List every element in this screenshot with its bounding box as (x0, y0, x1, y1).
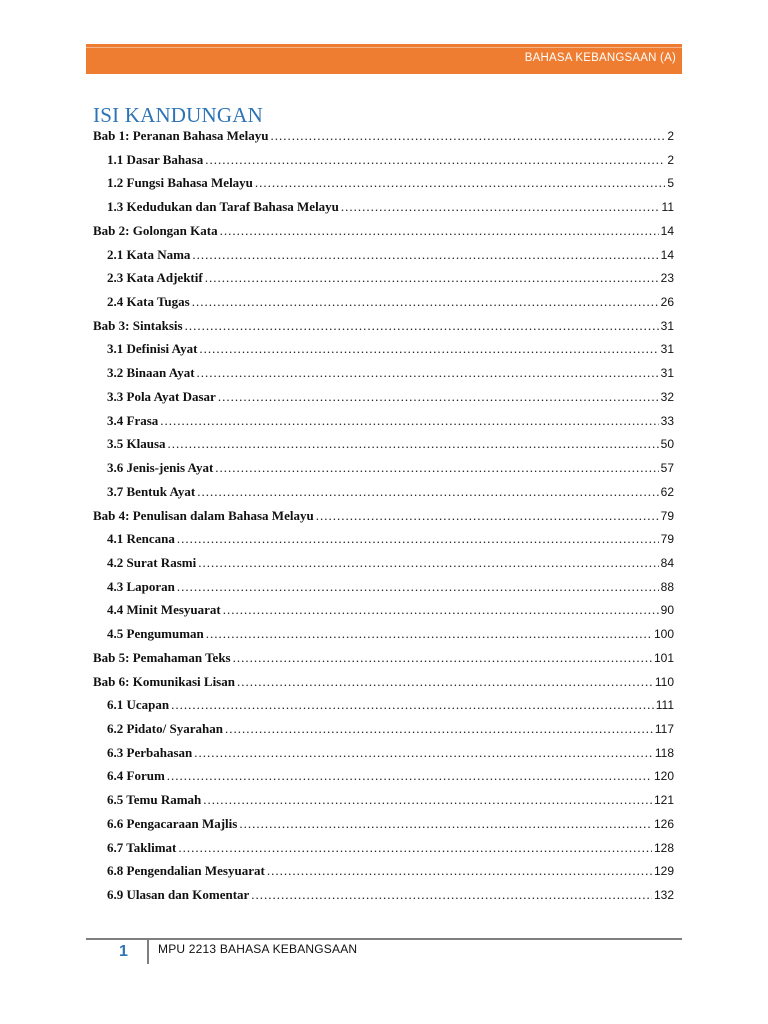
toc-section-entry[interactable] (107, 460, 674, 480)
footer-page-number: 1 (119, 943, 128, 960)
toc-entry-page: 126 (653, 816, 674, 831)
toc-entry-page: 90 (660, 603, 674, 618)
toc-section-entry[interactable] (107, 270, 674, 290)
toc-section-entry[interactable] (107, 697, 674, 717)
toc-entry-label: 1.2 Fungsi Bahasa Melayu (107, 175, 253, 191)
toc-entry-label: 4.1 Rencana (107, 531, 175, 547)
toc-section-entry[interactable] (107, 152, 674, 172)
toc-entry-page: 110 (654, 674, 674, 689)
toc-dot-leader (194, 745, 653, 761)
toc-section-entry[interactable] (107, 602, 674, 622)
toc-entry-label: Bab 4: Penulisan dalam Bahasa Melayu (93, 507, 314, 523)
toc-section-entry[interactable] (107, 175, 674, 195)
toc-chapter-entry[interactable] (93, 650, 674, 670)
toc-section-entry[interactable] (107, 887, 674, 907)
toc-entry-label: 3.2 Binaan Ayat (107, 365, 195, 381)
toc-dot-leader (215, 460, 658, 476)
toc-entry-page: 100 (653, 627, 674, 642)
toc-entry-label: 6.3 Perbahasan (107, 744, 193, 760)
toc-dot-leader (167, 768, 652, 784)
footer-divider (147, 940, 149, 964)
toc-entry-page: 14 (660, 247, 674, 262)
toc-dot-leader (160, 413, 658, 429)
toc-entry-label: 6.5 Temu Ramah (107, 792, 202, 808)
toc-entry-page: 11 (661, 200, 674, 215)
toc-entry-label: 3.4 Frasa (107, 412, 159, 428)
header-title: BAHASA KEBANGSAAN (A) (524, 52, 676, 64)
toc-entry-label: 4.2 Surat Rasmi (107, 554, 197, 570)
toc-section-entry[interactable] (107, 768, 674, 788)
toc-section-entry[interactable] (107, 863, 674, 883)
toc-chapter-entry[interactable] (93, 318, 674, 338)
toc-dot-leader (239, 816, 652, 832)
page-header-bar (86, 44, 682, 74)
toc-section-entry[interactable] (107, 792, 674, 812)
toc-entry-label: 4.4 Minit Mesyuarat (107, 602, 221, 618)
toc-entry-label: 6.8 Pengendalian Mesyuarat (107, 863, 265, 879)
footer-rule (86, 938, 682, 940)
toc-entry-page: 50 (660, 437, 674, 452)
toc-entry-page: 14 (660, 223, 674, 238)
toc-section-entry[interactable] (107, 294, 674, 314)
toc-dot-leader (205, 270, 659, 286)
toc-entry-page: 101 (653, 650, 674, 665)
toc-entry-page: 31 (660, 342, 674, 357)
toc-entry-page: 118 (654, 745, 674, 760)
toc-entry-page: 31 (660, 366, 674, 381)
toc-entry-label: 3.1 Definisi Ayat (107, 341, 198, 357)
toc-section-entry[interactable] (107, 721, 674, 741)
toc-dot-leader (218, 389, 659, 405)
toc-dot-leader (271, 128, 666, 144)
toc-entry-label: 2.3 Kata Adjektif (107, 270, 203, 286)
toc-entry-label: 6.6 Pengacaraan Majlis (107, 815, 238, 831)
toc-entry-page: 111 (655, 698, 674, 713)
toc-dot-leader (251, 887, 652, 903)
toc-section-entry[interactable] (107, 365, 674, 385)
toc-entry-label: Bab 5: Pemahaman Teks (93, 649, 231, 665)
toc-entry-label: 6.1 Ucapan (107, 697, 170, 713)
toc-dot-leader (168, 436, 659, 452)
toc-entry-page: 120 (653, 769, 674, 784)
header-stripe (86, 47, 682, 48)
toc-dot-leader (198, 555, 658, 571)
toc-dot-leader (225, 721, 653, 737)
toc-entry-page: 23 (660, 271, 674, 286)
toc-entry-page: 5 (667, 176, 674, 191)
toc-chapter-entry[interactable] (93, 674, 674, 694)
toc-entry-page: 117 (654, 722, 674, 736)
toc-entry-page: 62 (660, 484, 674, 499)
toc-entry-page: 31 (660, 318, 674, 333)
toc-dot-leader (192, 294, 659, 310)
toc-section-entry[interactable] (107, 745, 674, 765)
toc-entry-page: 84 (660, 555, 674, 570)
toc-dot-leader (220, 223, 659, 239)
toc-dot-leader (197, 484, 658, 500)
toc-entry-page: 128 (653, 840, 674, 855)
toc-section-entry[interactable] (107, 840, 674, 860)
toc-entry-page: 57 (660, 461, 674, 476)
toc-dot-leader (223, 602, 659, 618)
toc-entry-label: 6.2 Pidato/ Syarahan (107, 721, 223, 736)
toc-dot-leader (203, 792, 652, 808)
toc-section-entry[interactable] (107, 436, 674, 456)
toc-section-entry[interactable] (107, 199, 674, 219)
toc-dot-leader (197, 365, 659, 381)
toc-entry-label: Bab 1: Peranan Bahasa Melayu (93, 128, 269, 143)
toc-dot-leader (177, 531, 659, 547)
toc-entry-label: 4.3 Laporan (107, 578, 175, 594)
toc-entry-page: 88 (660, 579, 674, 594)
toc-entry-page: 32 (660, 389, 674, 404)
toc-chapter-entry[interactable] (93, 128, 674, 148)
toc-entry-page: 2 (667, 129, 674, 143)
toc-dot-leader (267, 863, 652, 879)
toc-dot-leader (233, 650, 652, 666)
toc-title: ISI KANDUNGAN (93, 103, 264, 127)
toc-entry-page: 79 (660, 532, 674, 547)
toc-dot-leader (192, 247, 658, 263)
footer-text: MPU 2213 BAHASA KEBANGSAAN (158, 942, 358, 956)
toc-dot-leader (171, 697, 654, 713)
toc-dot-leader (255, 175, 665, 191)
toc-entry-label: 3.3 Pola Ayat Dasar (107, 388, 216, 404)
toc-dot-leader (178, 840, 652, 856)
toc-entry-label: Bab 3: Sintaksis (93, 317, 183, 333)
toc-entry-label: 3.7 Bentuk Ayat (107, 483, 196, 499)
toc-dot-leader (316, 508, 659, 524)
toc-dot-leader (205, 152, 665, 168)
toc-section-entry[interactable] (107, 341, 674, 361)
toc-section-entry[interactable] (107, 555, 674, 575)
toc-dot-leader (206, 626, 652, 642)
toc-dot-leader (237, 674, 653, 690)
toc-section-entry[interactable] (107, 389, 674, 409)
toc-dot-leader (185, 318, 659, 334)
toc-entry-label: 4.5 Pengumuman (107, 626, 204, 642)
toc-entry-page: 121 (653, 793, 674, 808)
toc-entry-page: 132 (653, 888, 674, 903)
toc-entry-label: 6.9 Ulasan dan Komentar (107, 887, 250, 903)
toc-section-entry[interactable] (107, 626, 674, 646)
toc-section-entry[interactable] (107, 816, 674, 836)
toc-entry-label: 2.4 Kata Tugas (107, 294, 190, 310)
toc-entry-page: 26 (660, 295, 674, 310)
toc-section-entry[interactable] (107, 413, 674, 433)
toc-entry-label: 6.7 Taklimat (107, 839, 177, 855)
toc-entry-page: 33 (660, 413, 674, 428)
toc-entry-page: 2 (667, 152, 674, 167)
toc-entry-label: 6.4 Forum (107, 768, 165, 784)
toc-section-entry[interactable] (107, 579, 674, 599)
toc-dot-leader (199, 341, 658, 357)
toc-section-entry[interactable] (107, 484, 674, 504)
toc-dot-leader (341, 199, 660, 215)
toc-chapter-entry[interactable] (93, 223, 674, 243)
toc-entry-label: 3.6 Jenis-jenis Ayat (107, 460, 214, 476)
toc-section-entry[interactable] (107, 531, 674, 551)
toc-entry-label: Bab 6: Komunikasi Lisan (93, 673, 235, 689)
toc-entry-label: 1.3 Kedudukan dan Taraf Bahasa Melayu (107, 199, 339, 215)
toc-section-entry[interactable] (107, 247, 674, 267)
toc-entry-label: 2.1 Kata Nama (107, 246, 191, 262)
toc-entry-label: 1.1 Dasar Bahasa (107, 151, 204, 167)
toc-entry-label: 3.5 Klausa (107, 436, 166, 452)
toc-entry-page: 129 (653, 864, 674, 879)
toc-entry-label: Bab 2: Golongan Kata (93, 222, 218, 238)
toc-chapter-entry[interactable] (93, 508, 674, 528)
toc-entry-page: 79 (660, 508, 674, 523)
toc-dot-leader (177, 579, 659, 595)
